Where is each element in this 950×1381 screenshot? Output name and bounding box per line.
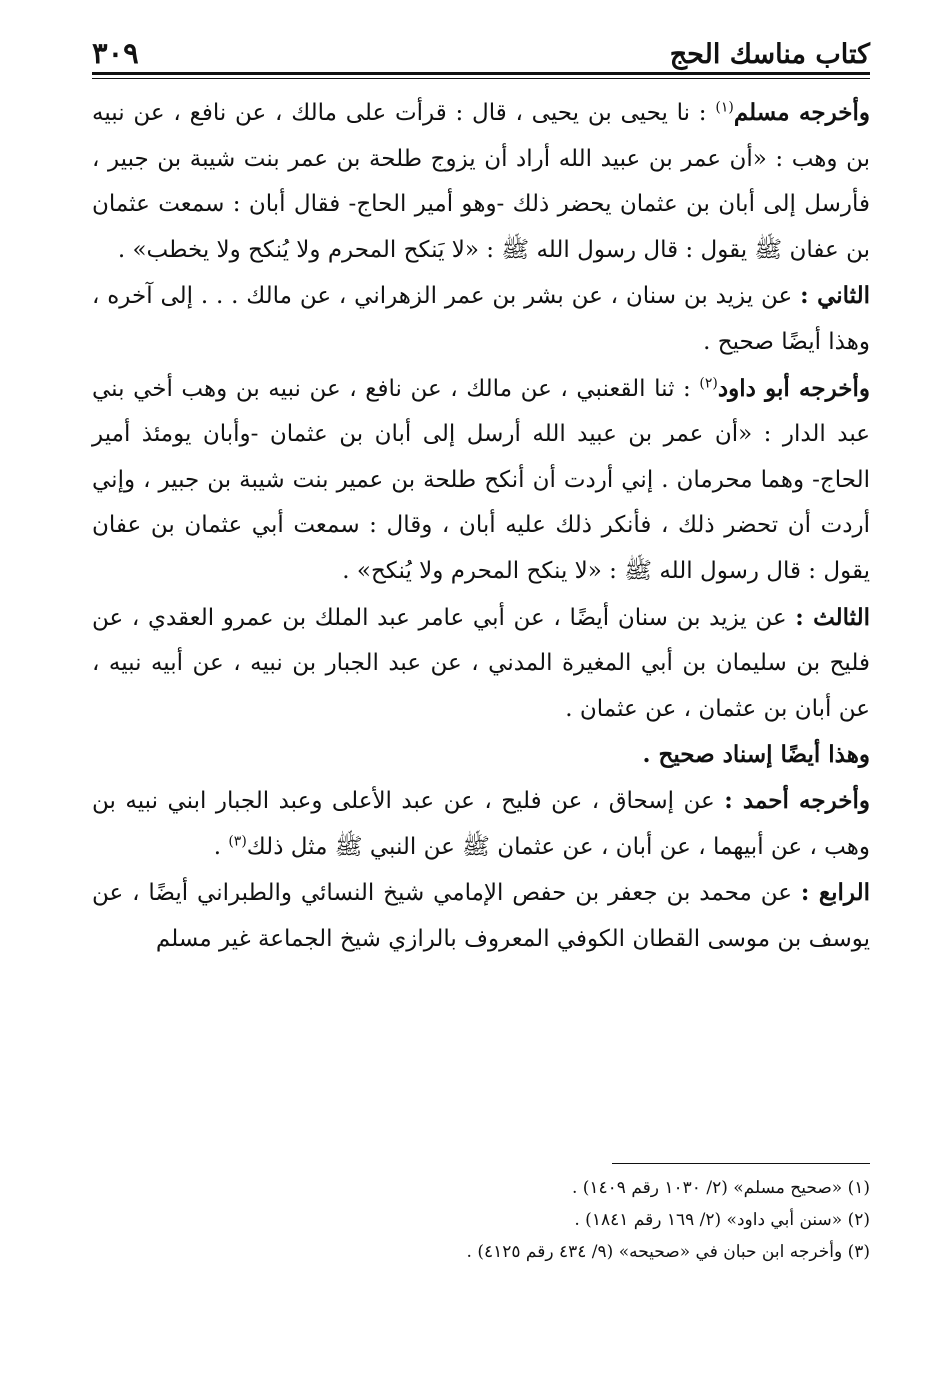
paragraph-1 (92, 90, 870, 273)
paragraph-lead: الثاني : (800, 282, 870, 310)
page-header (92, 22, 870, 70)
paragraph-tail: . (213, 833, 222, 860)
footnotes (92, 1172, 870, 1268)
paragraph-lead: الرابع : (800, 879, 870, 907)
footnote-2: (٢) «سنن أبي داود» (٢/ ١٦٩ رقم ١٨٤١) . (574, 1210, 870, 1230)
page-number: ٣٠٩ (92, 36, 139, 70)
paragraph-text: عن إسحاق ، عن فليح ، عن عبد الأعلى وعبد الجبار ابني نبيه بن وهب ، عن أبيهما ، عن أبان ، عن عثمان ﷺ عن النبي ﷺ مثل ذلك (92, 787, 870, 860)
paragraph-text: عن يزيد بن سنان ، عن بشر بن عمر الزهراني ، عن مالك . . . إلى آخره ، وهذا أيضًا صحيح . (92, 283, 870, 355)
paragraph-text: عن يزيد بن سنان أيضًا ، عن أبي عامر عبد الملك بن عمرو العقدي ، عن فليح بن سليمان بن أبي المغيرة المدني ، عن عبد الجبار بن نبيه ، عن أبيه نبيه ، عن أبان بن عثمان ، عن عثمان . (92, 604, 870, 722)
footnote-ref-2[interactable]: (٢) (699, 374, 718, 391)
header-rule-thin (92, 78, 870, 79)
footnote-separator (612, 1163, 870, 1164)
paragraph-3 (92, 366, 870, 595)
paragraph-7 (92, 870, 870, 962)
footnote-1: (١) «صحيح مسلم» (٢/ ١٠٣٠ رقم ١٤٠٩) . (571, 1178, 870, 1198)
paragraph-lead: وأخرجه أحمد : (724, 786, 871, 814)
paragraph-lead: وأخرجه مسلم (733, 99, 870, 126)
paragraph-lead: الثالث : (795, 603, 871, 631)
footnote-ref-3[interactable]: (٣) (228, 832, 247, 849)
paragraph-lead: وأخرجه أبو داود (717, 374, 871, 402)
header-rule (92, 72, 870, 75)
paragraph-5: وهذا أيضًا إسناد صحيح . (642, 741, 870, 769)
main-text (92, 90, 870, 962)
paragraph-text: : نا يحيى بن يحيى ، قال : قرأت على مالك ، عن نافع ، عن نبيه بن وهب : «أن عمر بن عبيد الله أراد أن يزوج طلحة بن عمر بنت شيبة بن جبير ، فأرسل إلى أبان بن عثمان يحضر ذلك -وهو أمير الحاج- فقال أبان : سمعت عثمان بن عفان ﷺ يقول : قال رسول الله ﷺ : «لا يَنكح المحرم ولا يُنكح ولا يخطب» . (92, 100, 870, 263)
running-title: كتاب مناسك الحج (669, 39, 870, 70)
paragraph-2 (92, 273, 870, 365)
footnote-ref-1[interactable]: (١) (715, 99, 734, 116)
paragraph-4 (92, 595, 870, 733)
footnote-3: (٣) وأخرجه ابن حبان في «صحيحه» (٩/ ٤٣٤ رقم ٤١٢٥) . (466, 1242, 870, 1262)
paragraph-6 (92, 778, 870, 870)
paragraph-text: عن محمد بن جعفر بن حفص الإمامي شيخ النسائي والطبراني أيضًا ، عن يوسف بن موسى القطان الكوفي المعروف بالرازي شيخ الجماعة غير مسلم (92, 880, 870, 952)
paragraph-text: : ثنا القعنبي ، عن مالك ، عن نافع ، عن نبيه بن وهب أخي بني عبد الدار : «أن عمر بن عبيد الله أرسل إلى أبان بن عثمان -وأبان يومئذ أمير الحاج- وهما محرمان . إني أردت أن أنكح طلحة بن عمير بنت شيبة بن جبير ، وإني أردت أن تحضر ذلك ، فأنكر ذلك عليه أبان ، وقال : سمعت أبي عثمان بن عفان يقول : قال رسول الله ﷺ : «لا ينكح المحرم ولا يُنكح» . (92, 375, 870, 584)
